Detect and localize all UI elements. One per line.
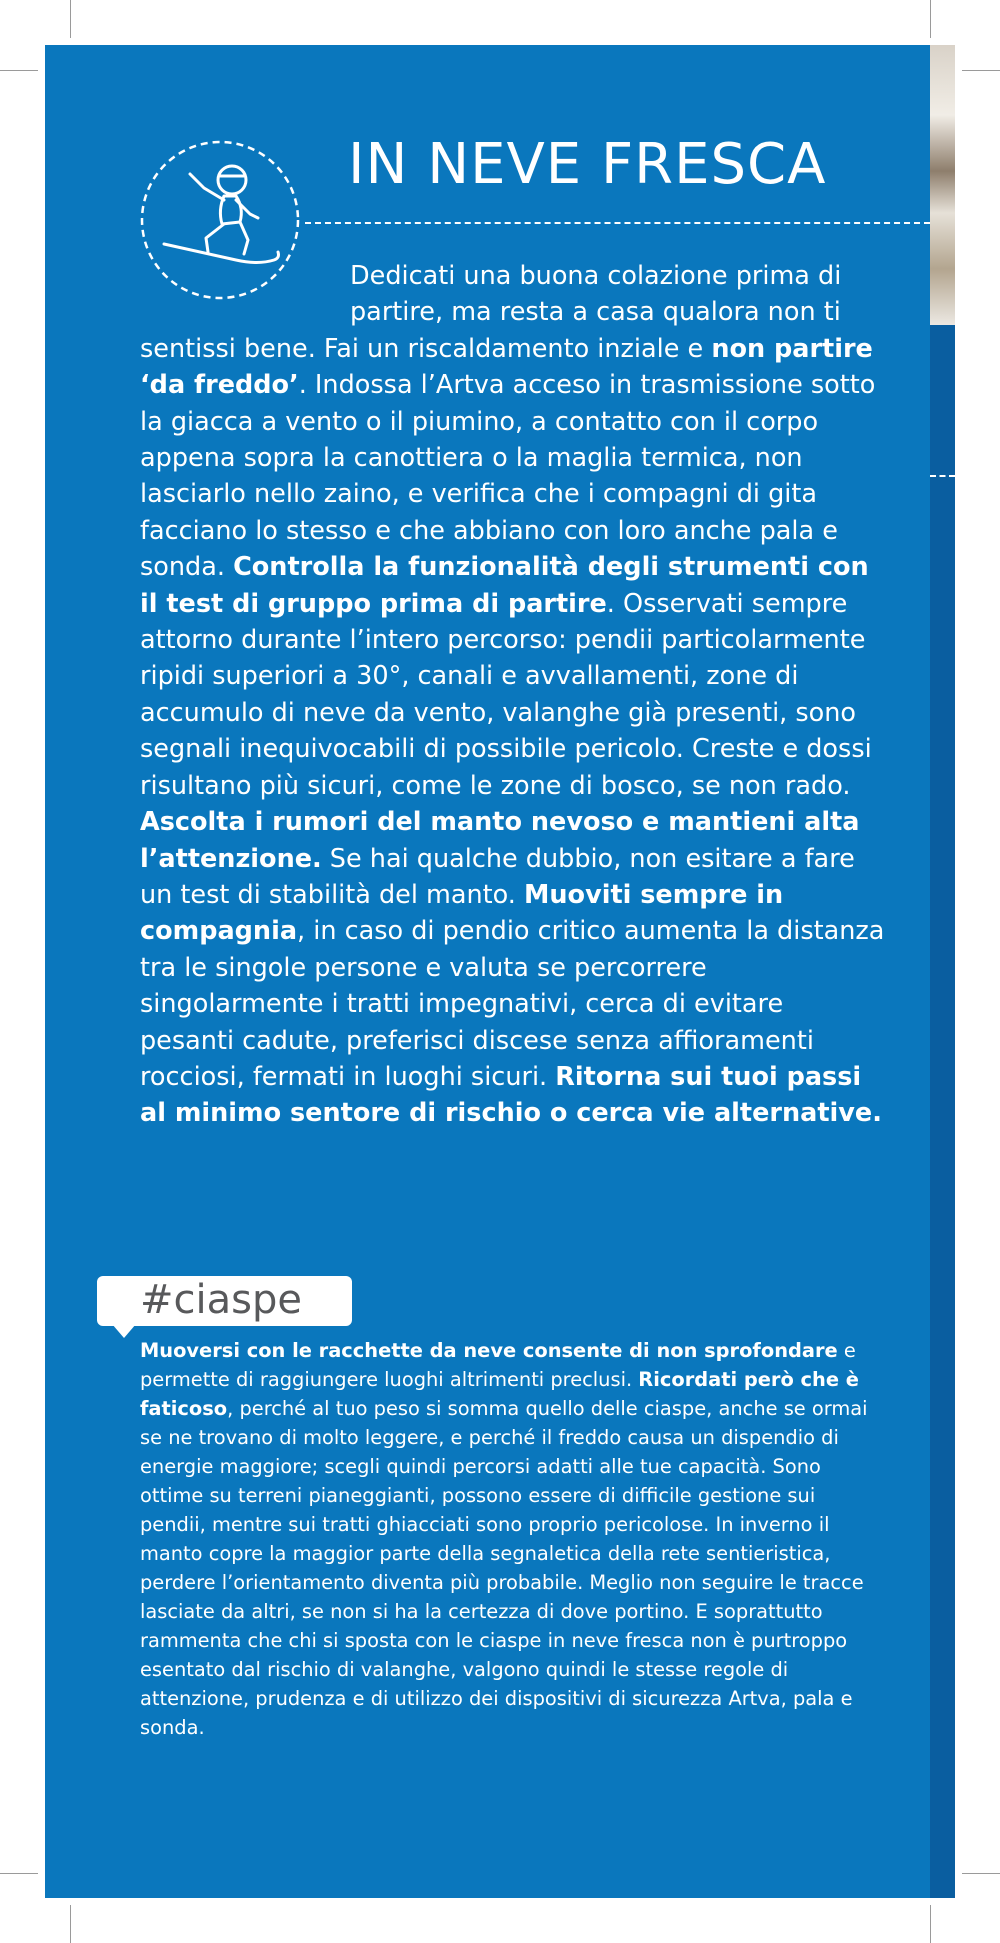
main-paragraph — [140, 258, 885, 1132]
crop-mark — [962, 1873, 1000, 1874]
crop-mark — [0, 1873, 38, 1874]
crop-mark — [70, 0, 71, 38]
title-divider — [305, 222, 930, 224]
crop-mark — [962, 70, 1000, 71]
crop-mark — [0, 70, 38, 71]
crop-mark — [70, 1905, 71, 1943]
paragraph-segment: , in caso di pendio critico aumenta la distanza tra le singole persone e valuta se percorrere singolarmente i tratti impegnativi, cerca di evitare pesanti cadute, preferisci discese senza affioramenti rocciosi, fermati in luoghi sicuri. — [140, 916, 885, 1092]
paragraph-segment: Se hai qualche dubbio, non esitare a fare un test di stabilità del manto. — [140, 843, 855, 910]
paragraph-bold-segment: non partire ‘da freddo’ — [140, 333, 873, 401]
ciaspe-tag: #ciaspe — [140, 1277, 302, 1323]
adjacent-page-photo — [930, 45, 955, 325]
ciaspe-bold-segment: Muoversi con le racchette da neve consente di non sprofondare — [140, 1339, 838, 1362]
paragraph-segment: . Indossa l’Artva acceso in trasmissione sotto la giacca a vento o il piumino, a contatto con il corpo appena sopra la canottiera o la maglia termica, non lasciarlo nello zaino, e verifica che i compagni di gita facciano lo stesso e che abbiano con loro anche pala e sonda. — [140, 370, 876, 583]
ciaspe-segment: , perché al tuo peso si somma quello delle ciaspe, anche se ormai se ne trovano di molto leggere, e perché il freddo causa un dispendio di energie maggiore; scegli quindi percorsi adatti alle tue capacità. Sono ottime su terreni pianeggianti, possono essere di difficile gestione sui pendii, mentre sui tratti ghiacciati sono proprio pericolose. In inverno il manto copre la maggior parte della segnaletica della rete sentieristica, perdere l’orientamento diventa più probabile. Meglio non seguire le tracce lasciate da altri, se non si ha la certezza di dove portino. E soprattutto rammenta che chi si sposta con le ciaspe in neve fresca non è purtroppo esentato dal rischio di valanghe, valgono quindi le stesse regole di attenzione, prudenza e di utilizzo dei dispositivi di sicurezza Artva, pala e sonda. — [140, 1397, 868, 1739]
paragraph-segment: Dedicati una buona colazione prima di partire, ma resta a casa qualora non ti sentissi bene. Fai un riscaldamento inziale e — [140, 261, 842, 364]
crop-mark — [930, 0, 931, 38]
paragraph-bold-segment: Controlla la funzionalità degli strumenti con il test di gruppo prima di partire — [140, 552, 869, 619]
ciaspe-bold-segment: Ricordati però che è faticoso — [140, 1368, 859, 1420]
ciaspe-paragraph — [140, 1336, 885, 1742]
paragraph-segment: . Osservati sempre attorno durante l’intero percorso: pendii particolarmente ripidi superiori a 30°, canali e avvallamenti, zone di accumulo di neve da vento, valanghe già presenti, sono segnali inequivocabili di possibile pericolo. Creste e dossi risultano più sicuri, come le zone di bosco, se non rado. — [140, 588, 872, 801]
paragraph-bold-segment: Ascolta i rumori del manto nevoso e mantieni alta l’attenzione. — [140, 807, 860, 874]
paragraph-bold-segment: Muoviti sempre in compagnia — [140, 879, 784, 947]
crop-mark — [930, 1905, 931, 1943]
adjacent-page-dash — [930, 475, 955, 477]
ciaspe-segment: e permette di raggiungere luoghi altrimenti preclusi. — [140, 1339, 856, 1391]
ciaspe-tag-tail — [112, 1324, 136, 1338]
page-title: IN NEVE FRESCA — [348, 132, 827, 197]
paragraph-bold-segment: Ritorna sui tuoi passi al minimo sentore di rischio o cerca vie alternative. — [140, 1061, 882, 1129]
